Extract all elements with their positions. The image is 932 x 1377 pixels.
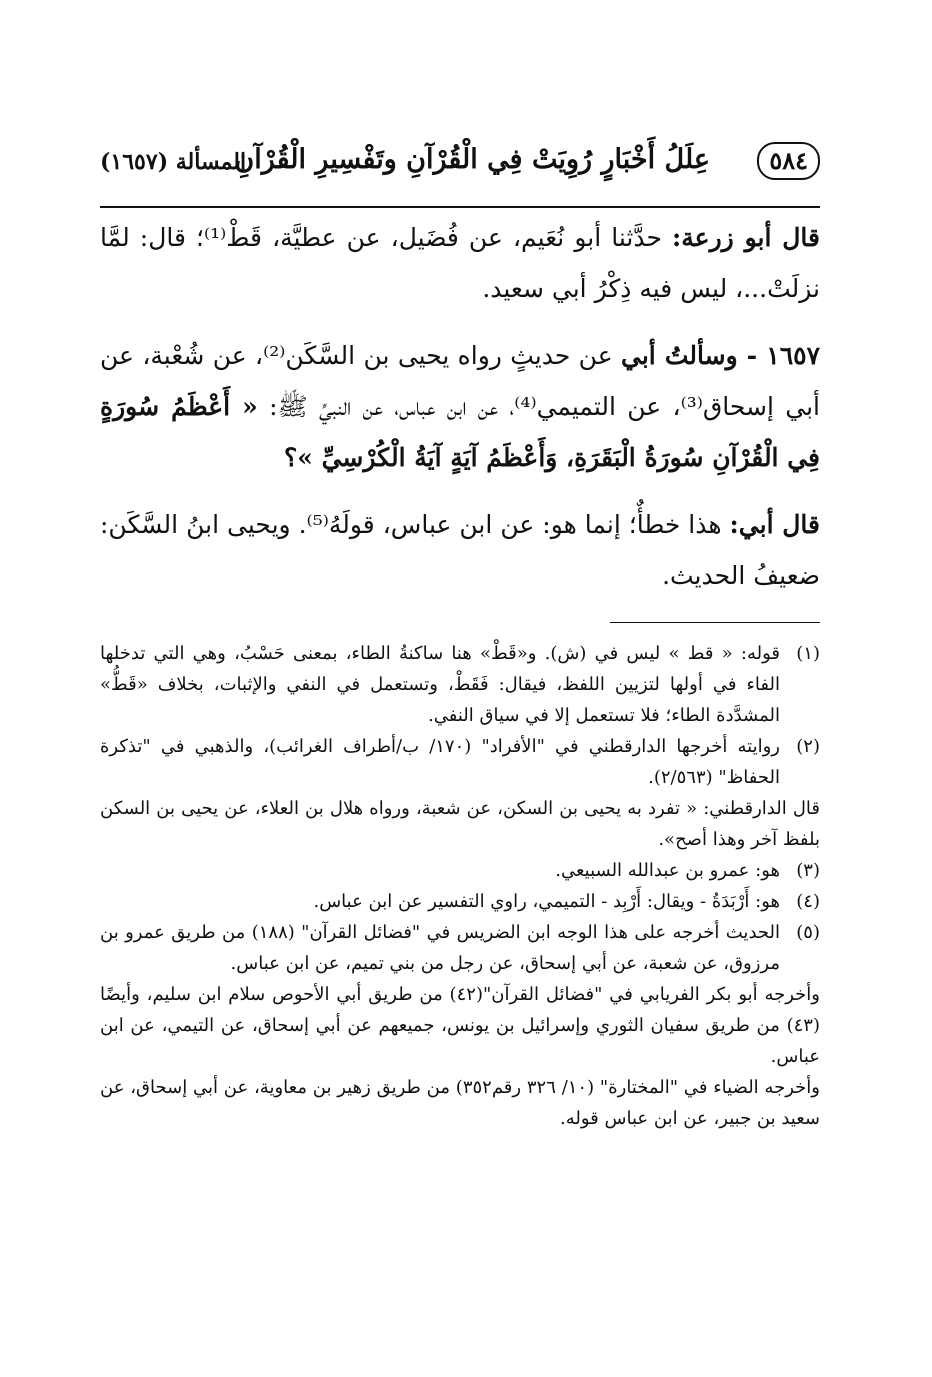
paragraph-answer — [100, 499, 820, 601]
paragraph-text: عن حديثٍ رواه يحيى بن السَّكَن⁽²⁾، عن شُعْبة، عن أبي إسحاق⁽³⁾، عن التميمي⁽⁴⁾، عن ابن عباس، عن النبيِّ ﷺ: — [100, 341, 820, 421]
speaker-label: قال أبي: — [729, 510, 821, 539]
footnote-mark: (٣) — [796, 860, 820, 881]
paragraph-abu-zurah — [100, 212, 820, 314]
footnote-text: قال الدارقطني: « تفرد به يحيى بن السكن، عن شعبة، ورواه هلال بن العلاء، عن يحيى بن السكن بلفظ آخر وهذا أصح». — [100, 798, 820, 850]
footnote-text: وأخرجه الضياء في "المختارة" (١٠/ ٣٢٦ رقم٣٥٢) من طريق زهير بن معاوية، عن أبي إسحاق، عن سعيد بن جبير، عن ابن عباس قوله. — [100, 1077, 820, 1129]
footnote — [100, 979, 820, 1072]
footnotes — [100, 638, 820, 1134]
issue-lead: ١٦٥٧ - وسألتُ أبي — [621, 341, 821, 370]
footnote-mark: (١) — [796, 643, 820, 664]
page-number: ٥٨٤ — [757, 142, 820, 180]
footnote — [100, 793, 820, 855]
footnote — [100, 886, 820, 917]
footnote — [100, 917, 820, 979]
footnote-mark: (٤) — [796, 891, 820, 912]
footnote-mark: (٢) — [796, 736, 820, 757]
footnote — [100, 638, 820, 731]
hadith-quote: « أَعْظَمُ سُورَةٍ فِي الْقُرْآنِ سُورَةُ الْبَقَرَةِ، وَأَعْظَمُ آيَةٍ آيَةُ الْكُرْسِيِّ »؟ — [100, 392, 820, 472]
footnote-text: الحديث أخرجه على هذا الوجه ابن الضريس في "فضائل القرآن" (١٨٨) من طريق عمرو بن مرزوق، عن شعبة، عن أبي إسحاق، عن رجل من بني تميم، عن ابن عباس. — [100, 922, 780, 974]
footnote-text: هو: عمرو بن عبدالله السبيعي. — [555, 860, 780, 881]
paragraph-text: هذا خطأٌ؛ إنما هو: عن ابن عباس، قولَهُ⁽⁵⁾. ويحيى ابنُ السَّكَن: ضعيفُ الحديث. — [100, 510, 820, 590]
main-text — [100, 212, 820, 601]
header-divider — [100, 206, 820, 208]
issue-number: المسألة (١٦٥٧) — [100, 149, 247, 175]
running-title: عِلَلُ أَخْبَارٍ رُوِيَتْ فِي الْقُرْآنِ وتَفْسِيرِ الْقُرْآنِ — [234, 144, 710, 175]
page-header — [100, 138, 820, 188]
footnote — [100, 855, 820, 886]
footnote-text: روايته أخرجها الدارقطني في "الأفراد" (١٧٠/ ب/أطراف الغرائب)، والذهبي في "تذكرة الحفاظ" (٢/٥٦٣). — [100, 736, 780, 788]
footnote-text: هو: أَرْبَدَةُ - ويقال: أَرْبِد - التميمي، راوي التفسير عن ابن عباس. — [313, 891, 780, 912]
footnote-text: وأخرجه أبو بكر الفريابي في "فضائل القرآن"(٤٢) من طريق أبي الأحوص سلام ابن سليم، وأيضًا (٤٣) من طريق سفيان الثوري وإسرائيل بن يونس، جميعهم عن أبي إسحاق، عن التيمي، عن ابن عباس. — [100, 984, 821, 1067]
footnote-divider — [610, 622, 820, 623]
footnote-text: قوله: « قط » ليس في (ش). و«قَطْ» هنا ساكنةُ الطاء، بمعنى حَسْبُ، وهي التي تدخلها الفاء في أولها لتزيين اللفظ، فيقال: فَقَطْ، وتستعمل في النفي والإثبات، بخلاف «قَطُّ» المشدَّدة الطاء؛ فلا تستعمل إلا في سياق النفي. — [100, 643, 780, 726]
paragraph-text: حدَّثنا أبو نُعَيم، عن فُضَيل، عن عطيَّة، قَطْ⁽¹⁾؛ قال: لمَّا نزلَتْ...، ليس فيه ذِكْرُ أبي سعيد. — [100, 223, 820, 303]
footnote-mark: (٥) — [796, 922, 820, 943]
speaker-label: قال أبو زرعة: — [672, 223, 820, 252]
footnote — [100, 731, 820, 793]
footnote — [100, 1072, 820, 1134]
paragraph-issue — [100, 330, 820, 483]
